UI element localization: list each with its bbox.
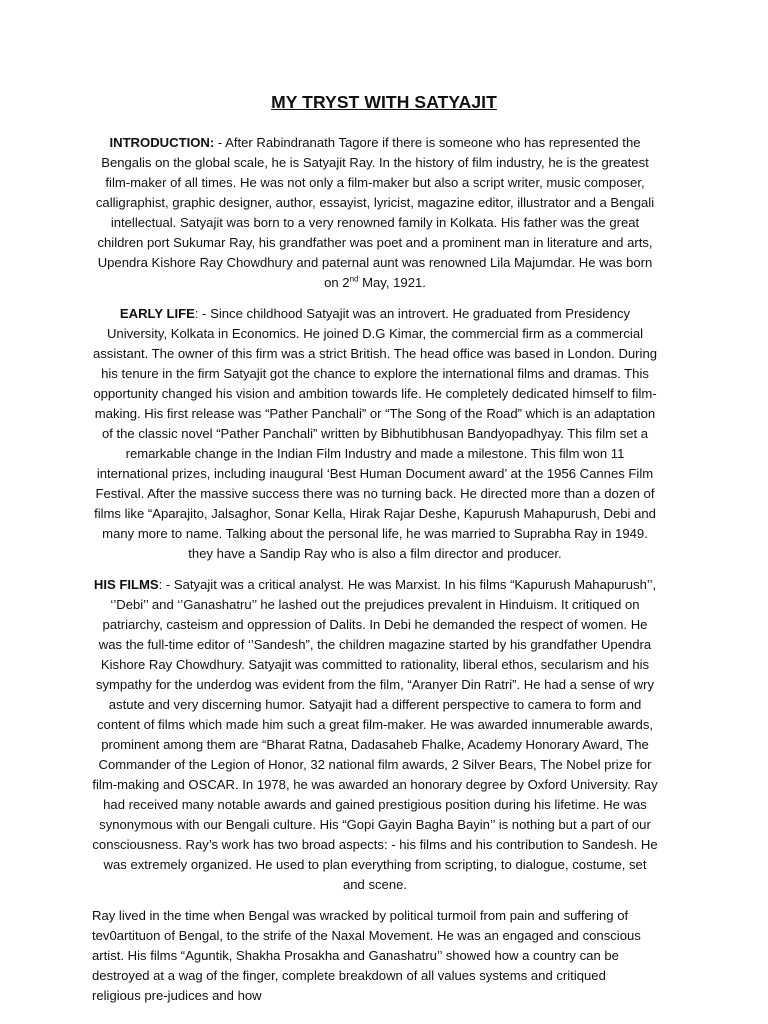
introduction-text-tail: May, 1921. [358,275,426,290]
closing-text: Ray lived in the time when Bengal was wracked by political turmoil from pain and suffering of tev0artituon of Bengal, to the strife of the Naxal Movement. He was an engaged and conscious artist. His films “Aguntik, Shakha Prosakha and Ganashatru’’ showed how a country can be destroyed at a wag of the finger, complete breakdown of all values systems and critiqued religious pre-judices and how [92,908,641,1003]
early-life-text: : - Since childhood Satyajit was an introvert. He graduated from Presidency University, Kolkata in Economics. He joined D.G Kimar, the commercial firm as a commercial assistant. The owner of this firm was a strict British. The head office was based in London. During his tenure in the firm Satyajit got the chance to explore the international films and dramas. This opportunity changed his vision and ambition towards life. He completely dedicated himself to film-making. His first release was “Pather Panchali” or “The Song of the Road” which is an adaptation of the classic novel “Pather Panchali” written by Bibhutibhusan Bandyopadhyay. This film set a remarkable change in the Indian Film Industry and made a milestone. This film won 11 international prizes, including inaugural ‘Best Human Document award’ at the 1956 Cannes Film Festival. After the massive success there was no turning back. He directed more than a dozen of films like “Aparajito, Jalsaghor, Sonar Kella, Hirak Rajar Deshe, Kapurush Mahapurush, Debi and many more to name. Talking about the personal life, he was married to Suprabha Ray in 1949. they have a Sandip Ray who is also a film director and producer. [92,306,658,561]
introduction-heading: INTRODUCTION: [109,135,215,150]
his-films-paragraph [92,575,658,895]
closing-paragraph [92,906,658,1006]
early-life-heading: EARLY LIFE [119,306,195,321]
his-films-heading: HIS FILMS [93,577,159,592]
his-films-text: : - Satyajit was a critical analyst. He was Marxist. In his films “Kapurush Mahapurush’’, ‘’Debi’’ and ‘’Ganashatru’’ he lashed out the prejudices prevalent in Hinduism. It critiqued on patriarchy, casteism and oppression of Dalits. In Debi he demanded the respect of women. He was the full-time editor of ‘’Sandesh”, the children magazine started by his grandfather Upendra Kishore Ray Chowdhury. Satyajit was committed to rationality, liberal ethos, secularism and his sympathy for the underdog was evident from the film, “Aranyer Din Ratri”. He had a sense of wry astute and very discerning humor. Satyajit had a different perspective to camera to form and content of films which made him such a great film-maker. He was awarded innumerable awards, prominent among them are “Bharat Ratna, Dadasaheb Fhalke, Academy Honorary Award, The Commander of the Legion of Honor, 32 national film awards, 2 Silver Bears, The Nobel prize for film-making and OSCAR. In 1978, he was awarded an honorary degree by Oxford University. Ray had received many notable awards and gained prestigious position during his lifetime. He was synonymous with our Bengali culture. His “Gopi Gayin Bagha Bayin’’ is nothing but a part of our consciousness. Ray’s work has two broad aspects: - his films and his contribution to Sandesh. He was extremely organized. He used to plan everything from scripting, to dialogue, costume, set and scene. [92,577,658,892]
introduction-paragraph [92,133,658,293]
ordinal-suffix: nd [349,274,359,284]
introduction-text: - After Rabindranath Tagore if there is someone who has represented the Bengalis on the global scale, he is Satyajit Ray. In the history of film industry, he is the greatest film-maker of all times. He was not only a film-maker but also a script writer, music composer, calligraphist, graphic designer, author, essayist, lyricist, magazine editor, illustrator and a Bengali intellectual. Satyajit was born to a very renowned family in Kolkata. His father was the great children port Sukumar Ray, his grandfather was poet and a prominent man in literature and arts, Upendra Kishore Ray Chowdhury and paternal aunt was renowned Lila Majumdar. He was born on 2 [95,135,655,290]
document-title: MY TRYST WITH SATYAJIT [271,92,497,112]
early-life-paragraph [92,304,658,564]
